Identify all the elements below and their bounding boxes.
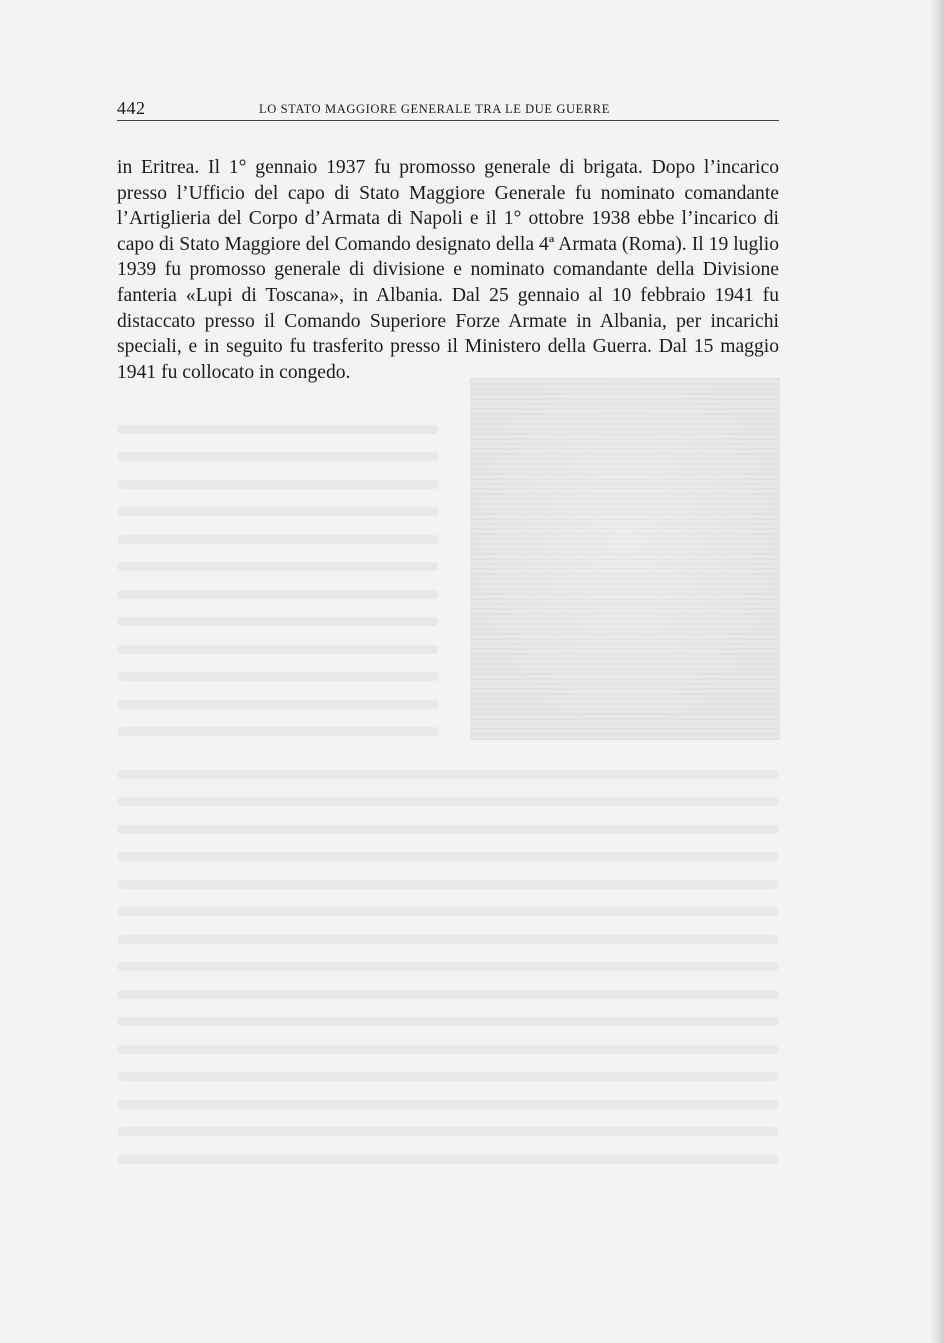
body-paragraph: in Eritrea. Il 1° gennaio 1937 fu promosso generale di brigata. Dopo l’incarico presso l’Ufficio del capo di Stato Maggiore Generale fu nominato comandante l’Artiglieria del Corpo d’Armata di Napoli e il 1° ottobre 1938 ebbe l’incarico di capo di Stato Maggiore del Comando designato della 4ª Armata (Roma). Il 19 luglio 1939 fu promosso generale di divisione e nominato comandante della Divisione fanteria «Lupi di Toscana», in Albania. Dal 25 gennaio al 10 febbraio 1941 fu distaccato presso il Comando Superiore Forze Armate in Albania, per incarichi speciali, e in seguito fu trasferito presso il Ministero della Guerra. Dal 15 maggio 1941 fu collocato in congedo.: [117, 157, 779, 383]
page-header: [117, 96, 779, 121]
running-title: LO STATO MAGGIORE GENERALE TRA LE DUE GUERRE: [259, 102, 610, 116]
body-text: [117, 155, 779, 385]
show-through-photo: [470, 378, 780, 740]
page-edge-shadow: [930, 0, 944, 1343]
page-number: 442: [117, 98, 146, 118]
